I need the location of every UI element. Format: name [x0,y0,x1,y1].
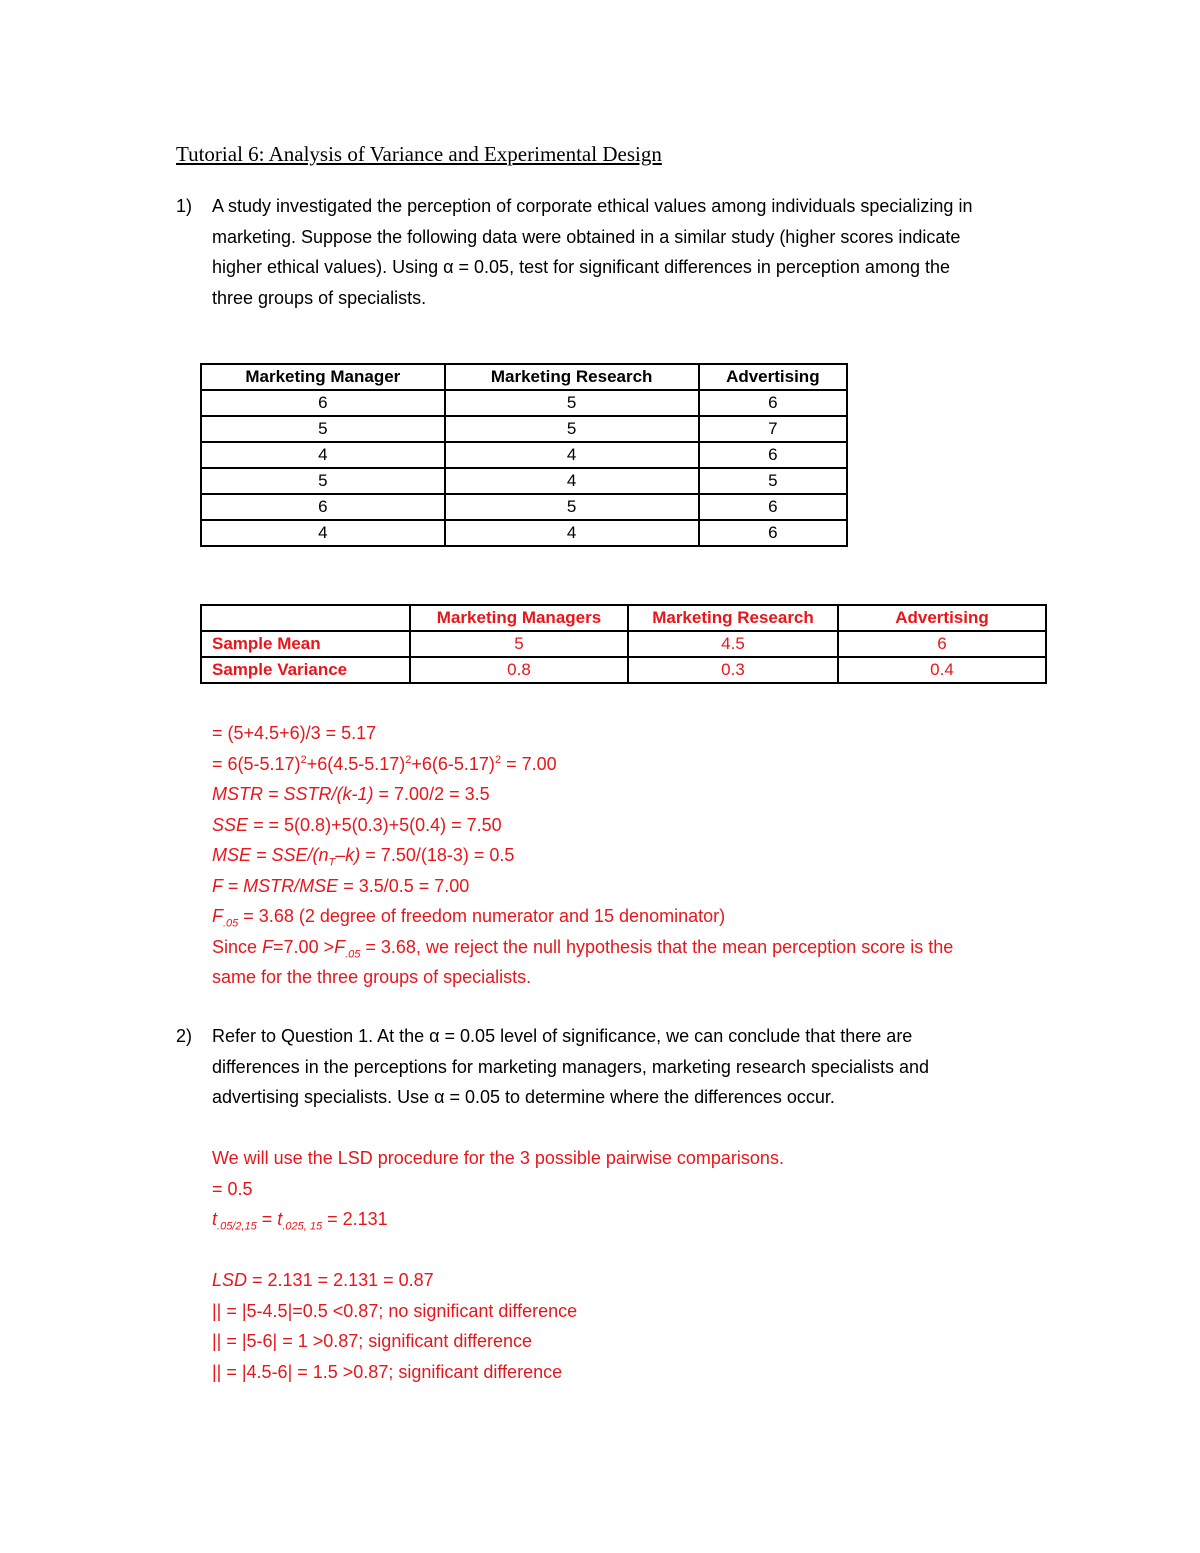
sse-line: SSE = = 5(0.8)+5(0.3)+5(0.4) = 7.50 [212,814,502,835]
table-cell: 4.5 [628,631,838,657]
mstr-line: MSTR = SSTR/(k-1) = 7.00/2 = 3.5 [212,784,490,804]
conclusion-line: same for the three groups of specialists. [212,967,532,987]
f-critical-line: $F_{.05} = 3.68$ (2 degree of freedom numerator and 15 denominator) [212,906,726,930]
question-line: marketing. Suppose the following data were obtained in a similar study (higher scores indicate [212,226,961,247]
table-row [201,631,1046,657]
row-label: Sample Mean [201,631,410,657]
question-1-solution [212,718,1062,993]
question-number: 2) [176,1026,193,1046]
question-line: three groups of specialists. [212,287,427,308]
table-cell: 0.3 [628,657,838,683]
comparison-line: || = |4.5-6| = 1.5 >0.87; significant difference [212,1361,563,1382]
mse-line: MSE = SSE/$(n_T-k) = 7.50/(18-3) = 0.5$ [212,845,515,869]
table-cell: 0.4 [838,657,1046,683]
question-text [212,1021,1058,1113]
mse-line: = 0.5 [212,1178,253,1199]
t-value-line: $t_{.05/2,15} = t_{.025, 15} = 2.131$ [212,1209,388,1233]
table-cell: 4 [445,468,699,494]
row-label: Sample Variance [201,657,410,683]
question-text [212,191,1058,313]
table-row [201,657,1046,683]
grand-mean-line: = (5+4.5+6)/3 = 5.17 [212,723,377,743]
question-line: advertising specialists. Use α = 0.05 to determine where the differences occur. [212,1087,835,1107]
question-2-solution [212,1143,1062,1387]
page-title: Tutorial 6: Analysis of Variance and Experimental Design [176,142,662,166]
table-cell: 4 [201,520,445,546]
table-header-row [201,364,847,390]
table-cell: 6 [838,631,1046,657]
table-row [201,468,847,494]
table-cell: 4 [445,520,699,546]
comparison-line: || = |5-4.5|=0.5 <0.87; no significant difference [212,1300,578,1321]
table-cell: 7 [699,416,847,442]
table-cell: 5 [445,416,699,442]
blank-line [212,1235,1062,1266]
column-header: Advertising [838,605,1046,631]
table-cell: 6 [699,390,847,416]
table-cell: 6 [699,494,847,520]
table-row [201,390,847,416]
data-table [200,363,848,547]
question-line: higher ethical values). Using α = 0.05, test for significant differences in perception among the [212,257,950,277]
column-header: Marketing Research [445,364,699,390]
column-header: Marketing Managers [410,605,628,631]
question-number: 1) [176,196,193,216]
conclusion-line: Since $F=7.00 >F_{.05} = 3.68$, we reject the null hypothesis that the mean perception score is the [212,936,954,961]
table-cell: 6 [201,494,445,520]
question-1 [176,191,1058,313]
table-cell: 4 [201,442,445,468]
table-cell: 5 [699,468,847,494]
column-header: Marketing Research [628,605,838,631]
column-header [201,605,410,631]
table-cell: 5 [445,390,699,416]
table-cell: 5 [201,468,445,494]
comparison-line: || = |5-6| = 1 >0.87; significant difference [212,1331,533,1351]
lsd-line: LSD = 2.131 = 2.131 = 0.87 [212,1270,434,1290]
table-cell: 5 [445,494,699,520]
table-row [201,416,847,442]
column-header: Advertising [699,364,847,390]
summary-stats-table [200,604,1047,684]
table-cell: 0.8 [410,657,628,683]
table-header-row [201,605,1046,631]
table-row [201,442,847,468]
table-cell: 6 [201,390,445,416]
table-cell: 5 [410,631,628,657]
f-statistic-line: F = MSTR/MSE = 3.5/0.5 = 7.00 [212,875,470,896]
table-cell: 4 [445,442,699,468]
table-cell: 6 [699,442,847,468]
table-row [201,520,847,546]
lsd-intro-line: We will use the LSD procedure for the 3 possible pairwise comparisons. [212,1148,784,1168]
table-row [201,494,847,520]
table-cell: 6 [699,520,847,546]
question-line: Refer to Question 1. At the α = 0.05 level of significance, we can conclude that there are [212,1026,913,1046]
question-line: differences in the perceptions for marketing managers, marketing research specialists and [212,1056,930,1077]
sstr-line: = $6(5-5.17)^2+6(4.5-5.17)^2+6(6-5.17)^2 = 7.00$ [212,753,557,774]
column-header: Marketing Manager [201,364,445,390]
table-cell: 5 [201,416,445,442]
question-2 [176,1021,1058,1113]
question-line: A study investigated the perception of corporate ethical values among individuals specializing in [212,196,973,216]
